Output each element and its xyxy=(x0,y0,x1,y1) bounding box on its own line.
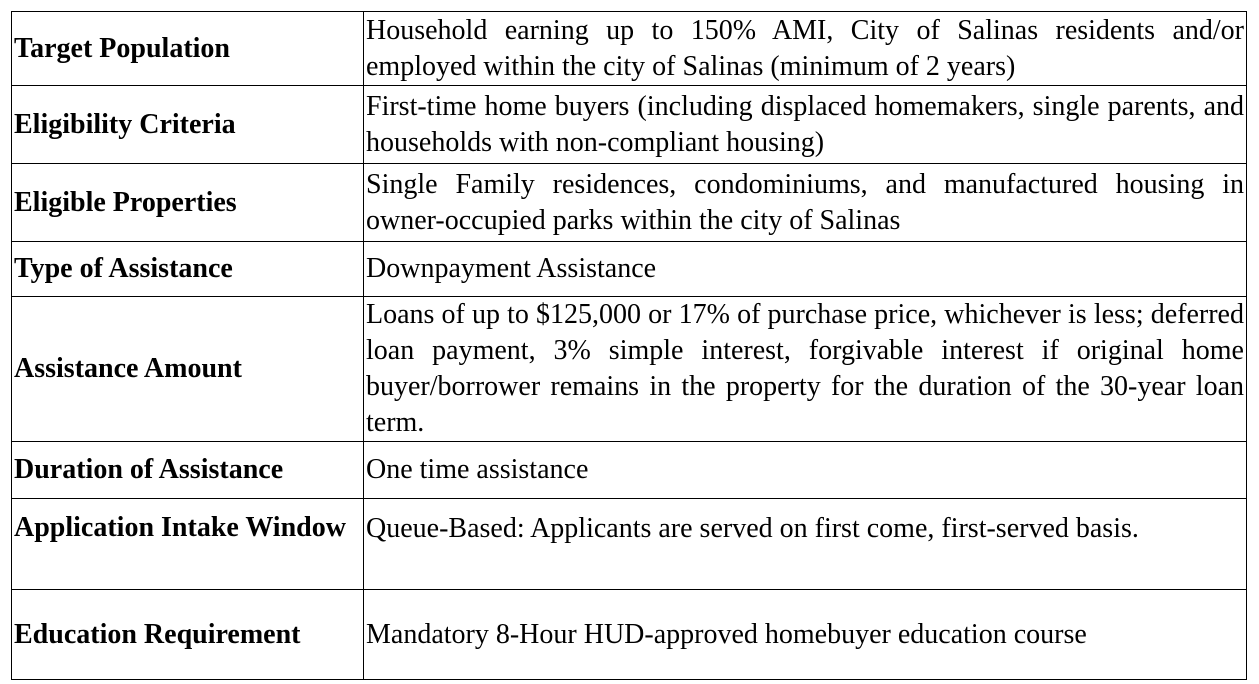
row-label: Eligibility Criteria xyxy=(12,86,364,164)
row-value: Single Family residences, condominiums, and manufactured housing in owner-occupied parks within the city of Salinas xyxy=(364,164,1247,242)
table-row-target-population xyxy=(12,12,1247,86)
table-row-application-intake-window xyxy=(12,499,1247,590)
row-value: Downpayment Assistance xyxy=(364,242,1247,297)
row-label: Duration of Assistance xyxy=(12,442,364,499)
row-label: Eligible Properties xyxy=(12,164,364,242)
row-value: One time assistance xyxy=(364,442,1247,499)
program-details-table xyxy=(11,11,1247,680)
row-value: Loans of up to $125,000 or 17% of purchase price, whichever is less; deferred loan payment, 3% simple interest, forgivable interest if original home buyer/borrower remains in the property for the duration of the 30-year loan term. xyxy=(364,297,1247,442)
table-row-eligibility-criteria xyxy=(12,86,1247,164)
row-value: Mandatory 8-Hour HUD-approved homebuyer education course xyxy=(364,590,1247,680)
row-value: Queue-Based: Applicants are served on first come, first-served basis. xyxy=(364,499,1247,590)
row-label: Application Intake Window xyxy=(12,499,364,590)
table-row-assistance-amount xyxy=(12,297,1247,442)
row-label: Target Population xyxy=(12,12,364,86)
table-row-eligible-properties xyxy=(12,164,1247,242)
table-row-type-of-assistance xyxy=(12,242,1247,297)
row-label: Assistance Amount xyxy=(12,297,364,442)
table-row-duration-of-assistance xyxy=(12,442,1247,499)
row-label: Type of Assistance xyxy=(12,242,364,297)
row-label: Education Requirement xyxy=(12,590,364,680)
row-value: Household earning up to 150% AMI, City of Salinas residents and/or employed within the city of Salinas (minimum of 2 years) xyxy=(364,12,1247,86)
table-row-education-requirement xyxy=(12,590,1247,680)
row-value: First-time home buyers (including displaced homemakers, single parents, and households with non-compliant housing) xyxy=(364,86,1247,164)
